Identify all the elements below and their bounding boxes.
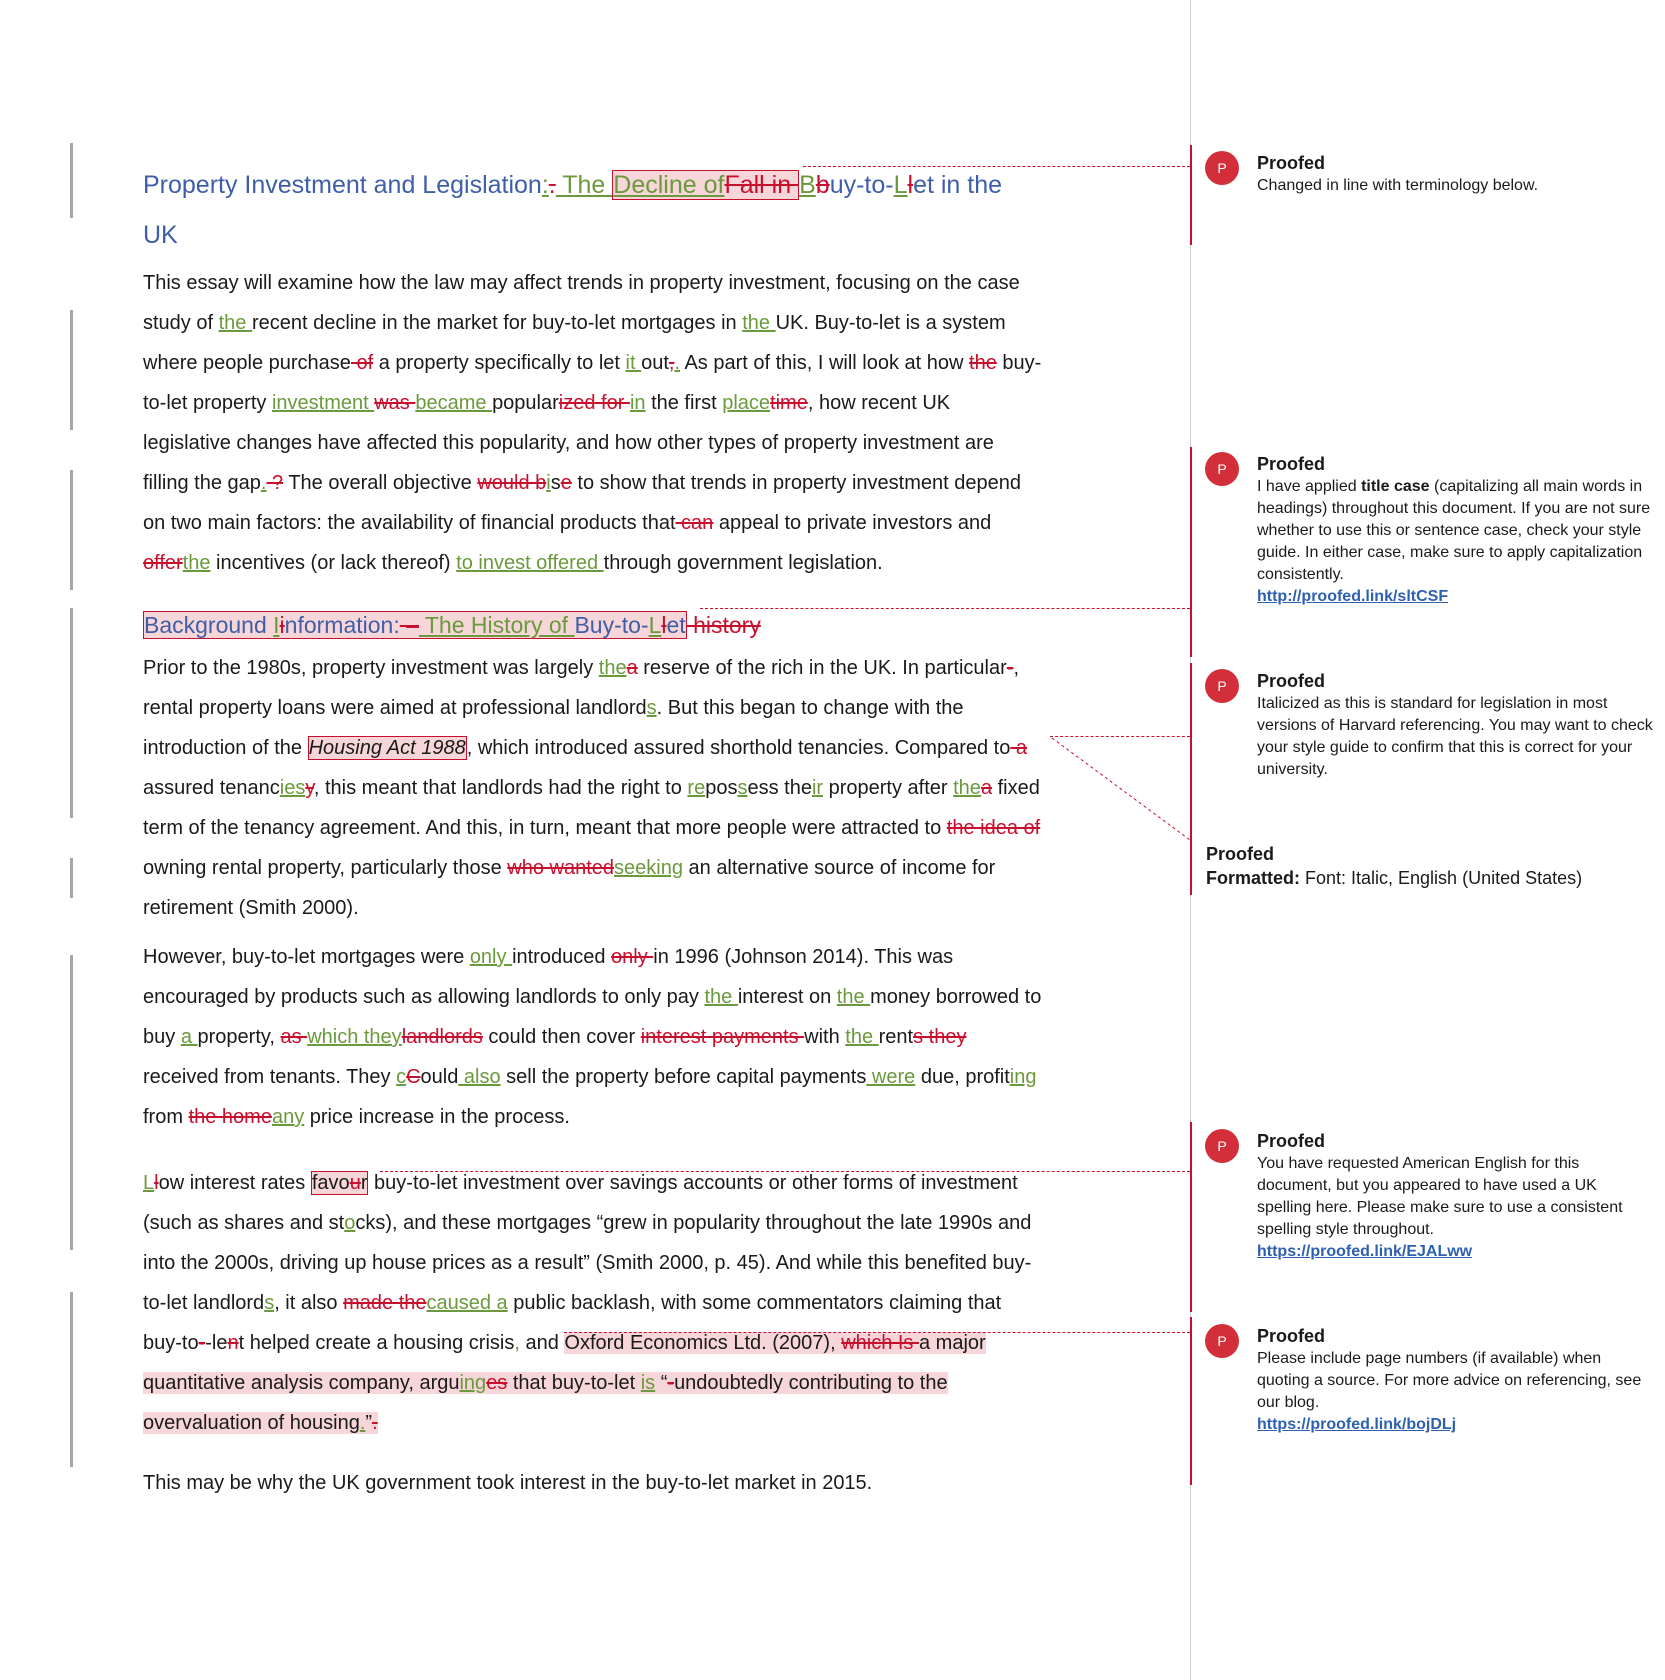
- quote-highlight: Oxford Economics Ltd. (2007), which Is a major quantitative analysis company, arguinges that buy-to-let is “-undoubtedly contributing to the overvaluation of housing.”.: [143, 1332, 986, 1434]
- comment-link[interactable]: http://proofed.link/sltCSF: [1257, 588, 1449, 605]
- comment-leader: [803, 166, 1190, 167]
- comment-leader: [564, 1332, 1190, 1333]
- comment-bar: [1190, 663, 1192, 895]
- comment-text: Changed in line with terminology below.: [1257, 177, 1539, 194]
- change-bar: [70, 470, 73, 590]
- comment-leader: [380, 1171, 1190, 1172]
- format-leader: [1050, 736, 1195, 846]
- change-bar: [70, 310, 73, 430]
- format-note[interactable]: [1206, 842, 1582, 890]
- paragraph-mortgages[interactable]: However, buy-to-let mortgages were only introduced only in 1996 (Johnson 2014). This was encouraged by products such as allowing landlords to only pay the interest on the money borrowed to buy a property, as which theylandlords could then cover interest payments with the rents they received from tenants. They cCould also sell the property before capital payments were due, profiting from the homeany price increase in the process.: [143, 946, 1042, 1128]
- avatar: P: [1205, 1129, 1239, 1163]
- paragraph-conclusion[interactable]: This may be why the UK government took interest in the buy-to-let market in 2015.: [143, 1472, 873, 1494]
- comment-text: I have applied title case (capitalizing all main words in headings) throughout this document. If you are not sure whether to use this or sentence case, check your style guide. In either case, make sure to apply capitalization consistently.: [1257, 478, 1651, 583]
- avatar: P: [1205, 151, 1239, 185]
- comment-card[interactable]: [1205, 669, 1655, 781]
- comment-link[interactable]: https://proofed.link/bojDLj: [1257, 1416, 1457, 1433]
- comment-card[interactable]: [1205, 452, 1655, 608]
- comment-author: Proofed: [1257, 1131, 1326, 1151]
- comment-bar: [1190, 145, 1192, 245]
- change-bar: [70, 1292, 73, 1467]
- comment-bar: [1190, 1317, 1192, 1485]
- title-heading[interactable]: Property Investment and Legislation:. The Decline ofFall in Bbuy-to-Llet in the UK: [143, 171, 1003, 249]
- comment-author: Proofed: [1257, 153, 1326, 173]
- change-bar: [70, 955, 73, 1250]
- comment-text: You have requested American English for this document, but you appeared to have used a UK spelling here. Please make sure to use a consistent spelling style throughout.: [1257, 1155, 1623, 1238]
- comment-link[interactable]: https://proofed.link/EJALww: [1257, 1243, 1473, 1260]
- change-bar: [70, 143, 73, 218]
- paragraph-interest-rates[interactable]: Llow interest rates favour buy-to-let investment over savings accounts or other forms of investment (such as shares and stocks), and these mortgages “grew in popularity throughout the late 1990s and into the 2000s, driving up house prices as a result” (Smith 2000, p. 45). And while this benefited buy-to-let landlords, it also made thecaused a public backlash, with some commentators claiming that buy-to--lent helped create a housing crisis, and Oxford Economics Ltd. (2007), which Is a major quantitative analysis company, arguinges that buy-to-let is “-undoubtedly contributing to the overvaluation of housing.”.: [143, 1172, 1032, 1434]
- comment-author: Proofed: [1257, 1326, 1326, 1346]
- section-heading[interactable]: Background Iinformation: – The History of Buy-to-Llet history: [144, 612, 761, 638]
- format-author: Proofed: [1206, 844, 1275, 864]
- comment-bar: [1190, 447, 1192, 657]
- comment-text: Please include page numbers (if available) when quoting a source. For more advice on referencing, see our blog.: [1257, 1350, 1642, 1411]
- comment-leader: [700, 608, 1190, 609]
- change-bar: [70, 608, 73, 818]
- change-bar: [70, 858, 73, 898]
- comment-text: Italicized as this is standard for legislation in most versions of Harvard referencing. You may want to check your style guide to confirm that this is correct for your university.: [1257, 695, 1653, 778]
- comment-author: Proofed: [1257, 671, 1326, 691]
- comment-card[interactable]: [1205, 1129, 1655, 1263]
- avatar: P: [1205, 669, 1239, 703]
- avatar: P: [1205, 1324, 1239, 1358]
- comment-bar: [1190, 1122, 1192, 1312]
- paragraph-intro[interactable]: This essay will examine how the law may affect trends in property investment, focusing on the case study of the recent decline in the market for buy-to-let mortgages in the UK. Buy-to-let is a system where people purchase of a property specifically to let it out,. As part of this, I will look at how the buy-to-let property investment was became popularized for in the first placetime, how recent UK legislative changes have affected this popularity, and how other types of property investment are filling the gap. ? The overall objective would bise to show that trends in property investment depend on two main factors: the availability of financial products that can appeal to private investors and offerthe incentives (or lack thereof) to invest offered through government legislation.: [143, 272, 1042, 574]
- paragraph-background[interactable]: Prior to the 1980s, property investment was largely thea reserve of the rich in the UK. In particular-, rental property loans were aimed at professional landlords. But this began to change with the introduction of the Housing Act 1988, which introduced assured shorthold tenancies. Compared to a assured tenanciesy, this meant that landlords had the right to repossess their property after thea fixed term of the tenancy agreement. And this, in turn, meant that more people were attracted to the idea of owning rental property, particularly those who wantedseeking an alternative source of income for retirement (Smith 2000).: [143, 657, 1041, 919]
- format-text: Formatted: Font: Italic, English (United States): [1206, 868, 1583, 888]
- comment-card[interactable]: [1205, 151, 1655, 197]
- favour-word: favour: [311, 1172, 368, 1194]
- housing-act-citation: Housing Act 1988: [308, 737, 466, 759]
- avatar: P: [1205, 452, 1239, 486]
- comment-card[interactable]: [1205, 1324, 1655, 1436]
- comment-author: Proofed: [1257, 454, 1326, 474]
